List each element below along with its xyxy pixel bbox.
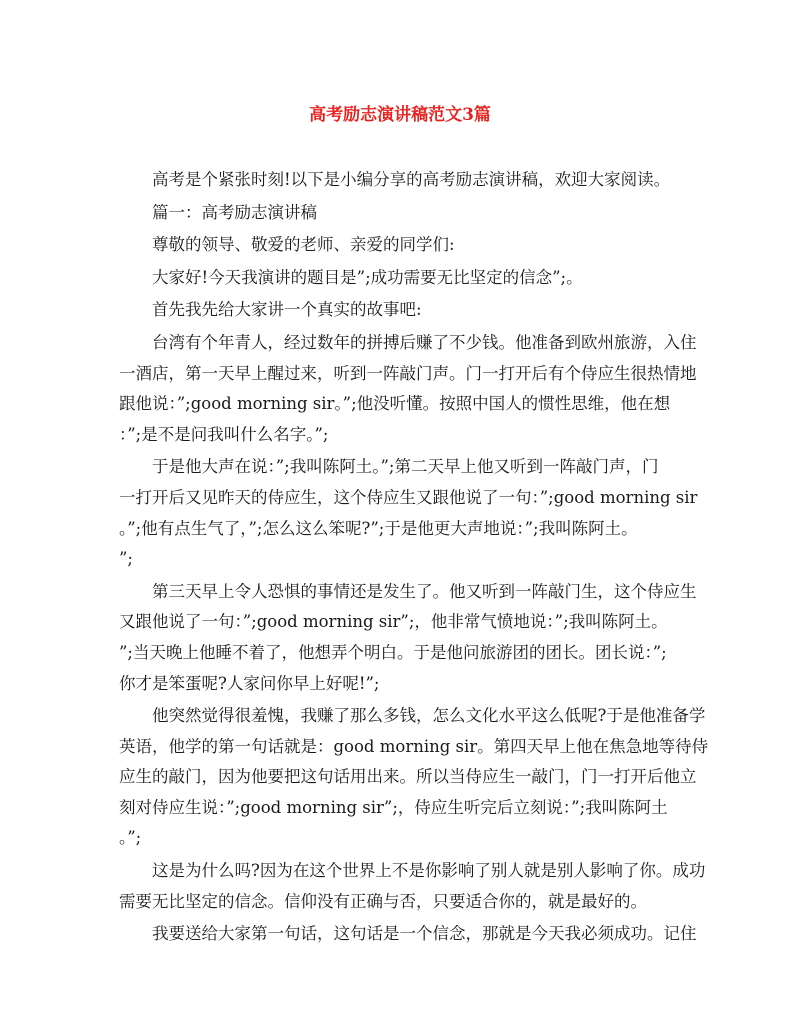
paragraph-line: 他突然觉得很羞愧，我赚了那么多钱，怎么文化水平这么低呢?于是他准备学 xyxy=(152,706,706,726)
paragraph-line: 需要无比坚定的信念。信仰没有正确与否，只要适合你的，就是最好的。 xyxy=(119,891,647,911)
paragraph-line: 又跟他说了一句：”;good morning sir”;，他非常气愤地说：”;我叫陈阿土。 xyxy=(119,612,668,632)
paragraph-line: 一酒店，第一天早上醒过来，听到一阵敲门声。门一打开后有个侍应生很热情地 xyxy=(119,363,697,383)
paragraph xyxy=(119,165,681,196)
paragraph-line: ”; xyxy=(119,549,133,569)
document-title: 高考励志演讲稿范文3篇 xyxy=(309,105,491,125)
paragraph-line: 这是为什么吗?因为在这个世界上不是你影响了别人就是别人影响了你。成功 xyxy=(152,861,706,881)
paragraph-line: 应生的敲门，因为他要把这句话用出来。所以当侍应生一敲门，门一打开后他立 xyxy=(119,767,697,787)
paragraph xyxy=(119,198,681,229)
paragraph-line: 高考是个紧张时刻!以下是小编分享的高考励志演讲稿，欢迎大家阅读。 xyxy=(152,170,671,189)
paragraph xyxy=(119,263,681,294)
paragraph-line: 一打开后又见昨天的侍应生，这个侍应生又跟他说了一句：”;good morning sir xyxy=(119,487,698,507)
paragraph xyxy=(119,295,681,326)
paragraph-line: 大家好!今天我演讲的题目是”;成功需要无比坚定的信念”;。 xyxy=(152,267,583,287)
paragraph xyxy=(119,328,697,450)
paragraph-line: 尊敬的领导、敬爱的老师、亲爱的同学们: xyxy=(152,235,455,255)
paragraph-line: ”;当天晚上他睡不着了，他想弄个明白。于是他问旅游团的团长。团长说：”; xyxy=(119,642,667,662)
paragraph-line: 。”; xyxy=(119,828,142,848)
paragraph-line: 于是他大声在说：”;我叫陈阿土。”;第二天早上他又听到一阵敲门声，门 xyxy=(152,457,659,477)
paragraph-line: 台湾有个年青人，经过数年的拼搏后赚了不少钱。他准备到欧州旅游，入住 xyxy=(152,332,697,352)
paragraph xyxy=(119,856,706,917)
paragraph xyxy=(119,919,697,950)
paragraph-line: 英语，他学的第一句话就是：good morning sir。第四天早上他在焦急地等待侍 xyxy=(119,736,709,756)
paragraph-line: ：”;是不是问我叫什么名字。”; xyxy=(119,424,329,444)
paragraph xyxy=(119,230,681,261)
paragraph xyxy=(119,701,709,854)
paragraph-line: 。”;他有点生气了，”;怎么这么笨呢?”;于是他更大声地说：”;我叫陈阿土。 xyxy=(119,518,638,538)
paragraph-line: 首先我先给大家讲一个真实的故事吧: xyxy=(152,300,422,320)
paragraph-line: 你才是笨蛋呢?人家问你早上好呢!”; xyxy=(119,673,380,693)
paragraph-line: 跟他说：”;good morning sir。”;他没听懂。按照中国人的惯性思维，他在想 xyxy=(119,394,671,414)
paragraph-line: 篇一：高考励志演讲稿 xyxy=(152,202,317,222)
paragraph-line: 我要送给大家第一句话，这句话是一个信念，那就是今天我必须成功。记住 xyxy=(152,924,697,944)
document-body xyxy=(119,165,709,952)
paragraph-line: 第三天早上令人恐惧的事情还是发生了。他又听到一阵敲门生，这个侍应生 xyxy=(152,581,697,601)
paragraph xyxy=(119,452,698,574)
paragraph-line: 刻对侍应生说：”;good morning sir”;，侍应生听完后立刻说：”;我叫陈阿土 xyxy=(119,797,668,817)
paragraph xyxy=(119,577,697,699)
